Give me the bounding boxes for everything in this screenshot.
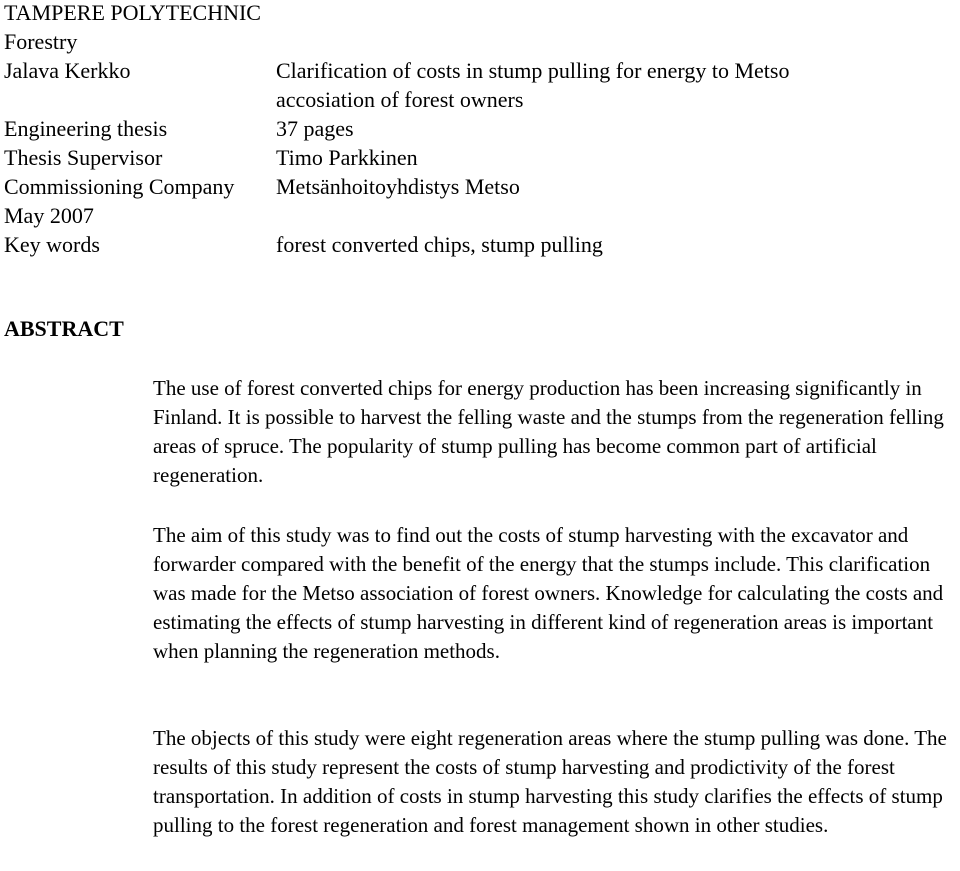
author-name: Jalava Kerkko — [4, 58, 131, 83]
abstract-paragraph-3: The objects of this study were eight regeneration areas where the stump pulling was done. The results of this study represent the costs of stump harvesting and prodictivity of the forest transportation. In addition of costs in stump harvesting this study clarifies the effects of stump pulling to the forest regeneration and forest management shown in other studies. — [153, 726, 947, 837]
keywords-label: Key words — [4, 232, 100, 257]
supervisor-name: Timo Parkkinen — [276, 145, 418, 170]
company-name: Metsänhoitoyhdistys Metso — [276, 174, 520, 199]
abstract-heading: ABSTRACT — [4, 316, 124, 341]
thesis-title-line2: accosiation of forest owners — [276, 87, 524, 112]
department-name: Forestry — [4, 29, 78, 54]
thesis-title-line1: Clarification of costs in stump pulling for energy to Metso — [276, 58, 790, 83]
abstract-paragraph-1: The use of forest converted chips for energy production has been increasing significantly in Finland. It is possible to harvest the felling waste and the stumps from the regeneration felling areas of spruce. The popularity of stump pulling has become common part of artificial regeneration. — [153, 376, 944, 487]
abstract-paragraph-2: The aim of this study was to find out the costs of stump harvesting with the excavator and forwarder compared with the benefit of the energy that the stumps include. This clarification was made for the Metso association of forest owners. Knowledge for calculating the costs and estimating the effects of stump harvesting in different kind of regeneration areas is important when planning the regeneration methods. — [153, 523, 944, 663]
institution-name: TAMPERE POLYTECHNIC — [4, 0, 261, 25]
thesis-type: Engineering thesis — [4, 116, 168, 141]
page-count: 37 pages — [276, 116, 354, 141]
company-label: Commissioning Company — [4, 174, 235, 199]
keywords-value: forest converted chips, stump pulling — [276, 232, 603, 257]
thesis-date: May 2007 — [4, 203, 94, 228]
supervisor-label: Thesis Supervisor — [4, 145, 163, 170]
